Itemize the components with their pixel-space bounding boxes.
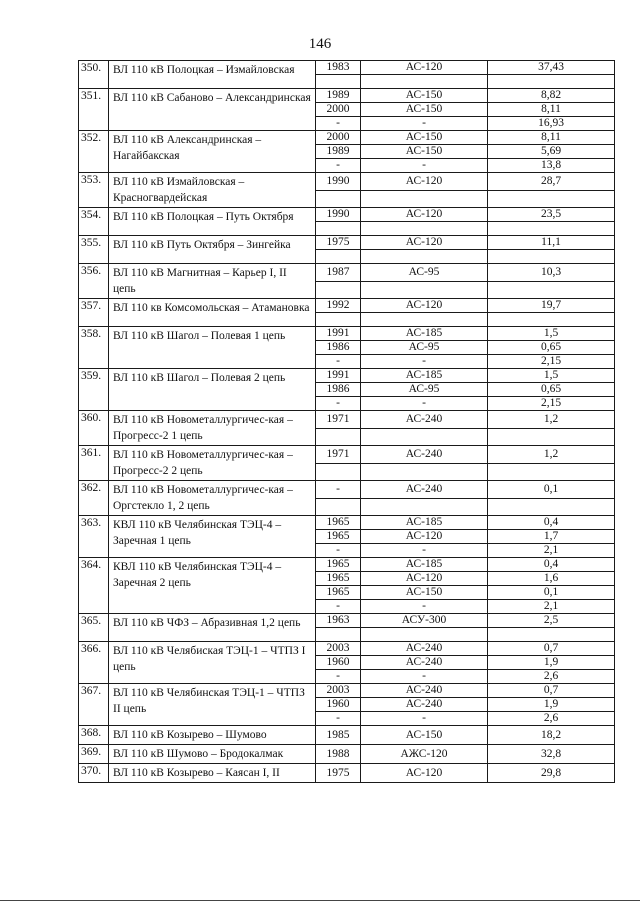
line-length: 2,1 [488, 544, 615, 558]
wire-type [361, 190, 488, 208]
wire-type: - [361, 670, 488, 684]
commission-year: 1989 [316, 89, 361, 103]
line-length: 2,5 [488, 614, 615, 628]
table-body [79, 61, 615, 783]
line-name: ВЛ 110 кВ Путь Октября – Зингейка [109, 236, 316, 264]
table-row [79, 236, 615, 250]
line-name: ВЛ 110 кв Комсомольская – Атамановка [109, 299, 316, 327]
line-name: КВЛ 110 кВ Челябинская ТЭЦ-4 – Заречная 1 цепь [109, 516, 316, 558]
line-length [488, 222, 615, 236]
line-length [488, 313, 615, 327]
line-name: ВЛ 110 кВ Александринская – Нагайбакская [109, 131, 316, 173]
line-length [488, 428, 615, 446]
table-row [79, 208, 615, 222]
commission-year: - [316, 481, 361, 499]
page-number: 146 [308, 36, 332, 52]
commission-year: 1960 [316, 656, 361, 670]
commission-year: 2003 [316, 642, 361, 656]
line-length: 0,1 [488, 586, 615, 600]
commission-year [316, 250, 361, 264]
table-row [79, 764, 615, 783]
commission-year: 1988 [316, 745, 361, 764]
line-length: 37,43 [488, 61, 615, 75]
wire-type: АС-120 [361, 61, 488, 75]
table-row [79, 684, 615, 698]
row-number: 359. [79, 369, 109, 411]
commission-year: 1991 [316, 369, 361, 383]
line-name: ВЛ 110 кВ Шагол – Полевая 1 цепь [109, 327, 316, 369]
line-name: ВЛ 110 кВ Новометаллургичес-кая – Оргстекло 1, 2 цепь [109, 481, 316, 516]
line-length: 1,5 [488, 327, 615, 341]
line-length: 8,82 [488, 89, 615, 103]
line-length: 11,1 [488, 236, 615, 250]
line-length: 2,1 [488, 600, 615, 614]
line-length: 0,65 [488, 383, 615, 397]
commission-year: 1965 [316, 558, 361, 572]
line-length: 1,9 [488, 698, 615, 712]
commission-year: 1971 [316, 446, 361, 464]
commission-year: 1975 [316, 764, 361, 783]
row-number: 367. [79, 684, 109, 726]
table-row [79, 516, 615, 530]
line-length: 0,7 [488, 642, 615, 656]
wire-type: - [361, 355, 488, 369]
commission-year: 1960 [316, 698, 361, 712]
wire-type: АС-120 [361, 236, 488, 250]
commission-year: 1990 [316, 173, 361, 191]
line-length [488, 281, 615, 299]
wire-type: - [361, 117, 488, 131]
commission-year: 1991 [316, 327, 361, 341]
wire-type: АСУ-300 [361, 614, 488, 628]
line-length: 10,3 [488, 264, 615, 282]
commission-year: 1965 [316, 572, 361, 586]
commission-year: 2003 [316, 684, 361, 698]
wire-type: АС-150 [361, 726, 488, 745]
line-length: 2,6 [488, 670, 615, 684]
commission-year: 1963 [316, 614, 361, 628]
wire-type: АС-240 [361, 411, 488, 429]
wire-type: АС-185 [361, 327, 488, 341]
commission-year [316, 75, 361, 89]
table-row [79, 131, 615, 145]
wire-type [361, 498, 488, 516]
line-length: 1,7 [488, 530, 615, 544]
wire-type: АС-240 [361, 481, 488, 499]
line-length: 1,6 [488, 572, 615, 586]
line-name: ВЛ 110 кВ Козырево – Каясан I, II [109, 764, 316, 783]
line-length: 16,93 [488, 117, 615, 131]
wire-type [361, 222, 488, 236]
bottom-rule [0, 900, 640, 901]
row-number: 352. [79, 131, 109, 173]
wire-type: АС-185 [361, 558, 488, 572]
table-row [79, 642, 615, 656]
wire-type: АС-150 [361, 586, 488, 600]
commission-year: 2000 [316, 103, 361, 117]
commission-year: - [316, 600, 361, 614]
row-number: 356. [79, 264, 109, 299]
commission-year: - [316, 117, 361, 131]
table-row [79, 89, 615, 103]
wire-type: АС-185 [361, 516, 488, 530]
line-length: 19,7 [488, 299, 615, 313]
wire-type: - [361, 397, 488, 411]
line-length: 13,8 [488, 159, 615, 173]
line-length [488, 628, 615, 642]
row-number: 370. [79, 764, 109, 783]
wire-type [361, 463, 488, 481]
wire-type: - [361, 544, 488, 558]
line-name: ВЛ 110 кВ Козырево – Шумово [109, 726, 316, 745]
wire-type: АС-120 [361, 208, 488, 222]
wire-type: АС-120 [361, 764, 488, 783]
wire-type [361, 428, 488, 446]
commission-year: 1965 [316, 530, 361, 544]
wire-type: АС-120 [361, 530, 488, 544]
commission-year [316, 628, 361, 642]
commission-year: - [316, 544, 361, 558]
row-number: 361. [79, 446, 109, 481]
wire-type: АС-240 [361, 684, 488, 698]
row-number: 357. [79, 299, 109, 327]
wire-type: АС-150 [361, 131, 488, 145]
wire-type: АС-240 [361, 446, 488, 464]
commission-year [316, 190, 361, 208]
line-length [488, 463, 615, 481]
line-length: 29,8 [488, 764, 615, 783]
line-length: 1,2 [488, 446, 615, 464]
wire-type: АС-240 [361, 642, 488, 656]
commission-year: - [316, 355, 361, 369]
wire-type: АС-150 [361, 145, 488, 159]
power-lines-table [78, 60, 615, 783]
row-number: 366. [79, 642, 109, 684]
commission-year: 1975 [316, 236, 361, 250]
commission-year: - [316, 159, 361, 173]
row-number: 369. [79, 745, 109, 764]
commission-year: 1985 [316, 726, 361, 745]
table-row [79, 481, 615, 499]
table-row [79, 264, 615, 282]
line-length: 2,15 [488, 397, 615, 411]
wire-type: АС-95 [361, 341, 488, 355]
line-name: ВЛ 110 кВ Челябиская ТЭЦ-1 – ЧТПЗ I цепь [109, 642, 316, 684]
row-number: 354. [79, 208, 109, 236]
commission-year: 1986 [316, 341, 361, 355]
commission-year: 1971 [316, 411, 361, 429]
table-row [79, 446, 615, 464]
wire-type: АЖС-120 [361, 745, 488, 764]
row-number: 353. [79, 173, 109, 208]
wire-type: АС-120 [361, 173, 488, 191]
wire-type [361, 313, 488, 327]
line-name: ВЛ 110 кВ Шумово – Бродокалмак [109, 745, 316, 764]
wire-type: АС-150 [361, 103, 488, 117]
line-length: 1,2 [488, 411, 615, 429]
line-name: ВЛ 110 кВ ЧФЗ – Абразивная 1,2 цепь [109, 614, 316, 642]
wire-type [361, 628, 488, 642]
line-length: 8,11 [488, 103, 615, 117]
wire-type: АС-120 [361, 572, 488, 586]
wire-type [361, 281, 488, 299]
commission-year: 1992 [316, 299, 361, 313]
row-number: 350. [79, 61, 109, 89]
line-length: 0,65 [488, 341, 615, 355]
row-number: 360. [79, 411, 109, 446]
line-length: 0,7 [488, 684, 615, 698]
line-name: ВЛ 110 кВ Шагол – Полевая 2 цепь [109, 369, 316, 411]
line-length [488, 75, 615, 89]
table-row [79, 726, 615, 745]
line-length: 5,69 [488, 145, 615, 159]
commission-year [316, 281, 361, 299]
line-length: 2,6 [488, 712, 615, 726]
wire-type: АС-95 [361, 264, 488, 282]
line-length: 0,4 [488, 558, 615, 572]
wire-type: - [361, 712, 488, 726]
table-row [79, 173, 615, 191]
wire-type [361, 75, 488, 89]
commission-year: 1983 [316, 61, 361, 75]
line-name: ВЛ 110 кВ Измайловская – Красногвардейская [109, 173, 316, 208]
line-name: ВЛ 110 кВ Новометаллургичес-кая – Прогресс-2 1 цепь [109, 411, 316, 446]
commission-year [316, 222, 361, 236]
line-length: 8,11 [488, 131, 615, 145]
line-length: 0,4 [488, 516, 615, 530]
commission-year: - [316, 712, 361, 726]
wire-type [361, 250, 488, 264]
wire-type: - [361, 600, 488, 614]
line-name: ВЛ 110 кВ Полоцкая – Путь Октября [109, 208, 316, 236]
wire-type: АС-240 [361, 656, 488, 670]
wire-type: АС-240 [361, 698, 488, 712]
table-row [79, 745, 615, 764]
power-lines-table-container [78, 60, 615, 783]
wire-type: АС-185 [361, 369, 488, 383]
row-number: 368. [79, 726, 109, 745]
row-number: 355. [79, 236, 109, 264]
row-number: 363. [79, 516, 109, 558]
commission-year: 1965 [316, 516, 361, 530]
line-length: 0,1 [488, 481, 615, 499]
commission-year [316, 313, 361, 327]
table-row [79, 558, 615, 572]
commission-year: 1986 [316, 383, 361, 397]
commission-year [316, 463, 361, 481]
line-length: 32,8 [488, 745, 615, 764]
line-length: 1,5 [488, 369, 615, 383]
line-length [488, 250, 615, 264]
wire-type: АС-120 [361, 299, 488, 313]
commission-year: 1987 [316, 264, 361, 282]
commission-year: - [316, 670, 361, 684]
line-name: ВЛ 110 кВ Полоцкая – Измайловская [109, 61, 316, 89]
commission-year: 1989 [316, 145, 361, 159]
line-name: ВЛ 110 кВ Сабаново – Александринская [109, 89, 316, 131]
commission-year: 2000 [316, 131, 361, 145]
table-row [79, 369, 615, 383]
wire-type: АС-150 [361, 89, 488, 103]
line-length: 18,2 [488, 726, 615, 745]
commission-year: 1965 [316, 586, 361, 600]
line-name: КВЛ 110 кВ Челябинская ТЭЦ-4 – Заречная 2 цепь [109, 558, 316, 614]
line-name: ВЛ 110 кВ Челябинская ТЭЦ-1 – ЧТПЗ II цепь [109, 684, 316, 726]
line-length [488, 498, 615, 516]
row-number: 358. [79, 327, 109, 369]
line-length: 28,7 [488, 173, 615, 191]
line-length: 1,9 [488, 656, 615, 670]
table-row [79, 61, 615, 75]
line-length: 2,15 [488, 355, 615, 369]
commission-year: 1990 [316, 208, 361, 222]
table-row [79, 299, 615, 313]
row-number: 351. [79, 89, 109, 131]
line-name: ВЛ 110 кВ Магнитная – Карьер I, II цепь [109, 264, 316, 299]
table-row [79, 327, 615, 341]
wire-type: - [361, 159, 488, 173]
row-number: 362. [79, 481, 109, 516]
line-length: 23,5 [488, 208, 615, 222]
row-number: 365. [79, 614, 109, 642]
commission-year: - [316, 397, 361, 411]
line-length [488, 190, 615, 208]
table-row [79, 614, 615, 628]
commission-year [316, 498, 361, 516]
table-row [79, 411, 615, 429]
wire-type: АС-95 [361, 383, 488, 397]
row-number: 364. [79, 558, 109, 614]
line-name: ВЛ 110 кВ Новометаллургичес-кая – Прогресс-2 2 цепь [109, 446, 316, 481]
commission-year [316, 428, 361, 446]
